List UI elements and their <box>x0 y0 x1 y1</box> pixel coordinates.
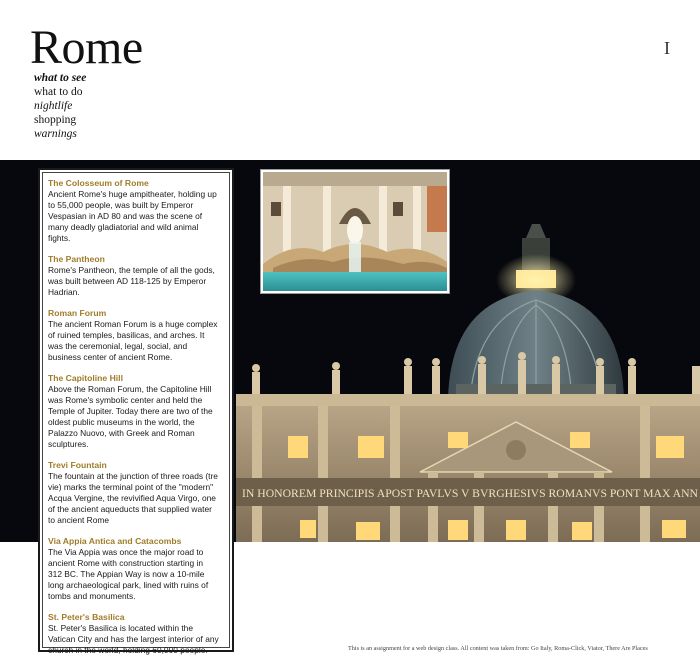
attraction-title: Trevi Fountain <box>48 460 107 470</box>
attraction-title: St. Peter's Basilica <box>48 612 125 622</box>
trevi-fountain-photo <box>260 169 450 294</box>
nav-item-what-to-do[interactable]: what to do <box>34 86 83 98</box>
attractions-panel <box>38 168 234 655</box>
nav-item-nightlife[interactable]: nightlife <box>34 100 73 112</box>
attraction-trevi-fountain <box>48 460 224 526</box>
attraction-title: The Colosseum of Rome <box>48 178 149 188</box>
nav-item-what-to-see[interactable]: what to see <box>34 72 87 84</box>
attraction-roman-forum <box>48 308 224 363</box>
attraction-title: Via Appia Antica and Catacombs <box>48 536 182 546</box>
page-header <box>0 0 700 160</box>
attraction-capitoline-hill <box>48 373 224 450</box>
attraction-title: The Pantheon <box>48 254 105 264</box>
attraction-via-appia <box>48 536 224 602</box>
corner-mark: I <box>664 38 670 58</box>
attraction-desc: St. Peter's Basilica is located within the Vatican City and has the largest interior of any church in the world, holding 60,000 people. <box>48 623 219 655</box>
hero-inscription: IN HONOREM PRINCIPIS APOST PAVLVS V BVRGHESIVS ROMANVS PONT MAX ANN <box>242 488 698 500</box>
nav-item-shopping[interactable]: shopping <box>34 114 77 126</box>
attraction-st-peters-basilica <box>48 612 224 656</box>
attraction-desc: The Via Appia was once the major road to ancient Rome with construction starting in 312 BC. The Appian Way is now a 10-mile long archaeological park, lined with ruins of tombs and monuments. <box>48 547 209 601</box>
attraction-pantheon <box>48 254 224 298</box>
attraction-colosseum <box>48 178 224 244</box>
attraction-desc: Above the Roman Forum, the Capitoline Hill was Rome's symbolic center and held the Temple of Jupiter. Today there are two of the oldest public museums in the world, the Palazzo Nuovo, with Greek and Roman sculptures. <box>48 384 213 449</box>
attraction-desc: Rome's Pantheon, the temple of all the gods, was built between AD 118-125 by Emperor Hadrian. <box>48 265 215 297</box>
footer-credit-note: This is an assignment for a web design class. All content was taken from: Go Italy, Roma-Click, Viator, There Are Places <box>348 645 648 652</box>
attraction-desc: Ancient Rome's huge ampitheater, holding up to 55,000 people, was built by Emperor Vespasian in AD 80 and was the scene of many deadly gladiatorial and wild animal fights. <box>48 189 217 243</box>
page-title: Rome <box>30 21 143 74</box>
attraction-desc: The ancient Roman Forum is a huge complex of ruined temples, basilicas, and arches. It was the ceremonial, legal, social, and business center of ancient Rome. <box>48 319 218 362</box>
attraction-title: The Capitoline Hill <box>48 373 123 383</box>
attraction-desc: The fountain at the junction of three roads (tre vie) marks the terminal point of the "modern" Acqua Vergine, the revivified Aqua Virgo, one of the ancient aqueducts that supplied water to ancient Rome <box>48 471 218 525</box>
trevi-fountain-illustration <box>263 172 447 291</box>
nav-item-warnings[interactable]: warnings <box>34 128 77 140</box>
attraction-title: Roman Forum <box>48 308 107 318</box>
main-nav <box>34 71 86 141</box>
